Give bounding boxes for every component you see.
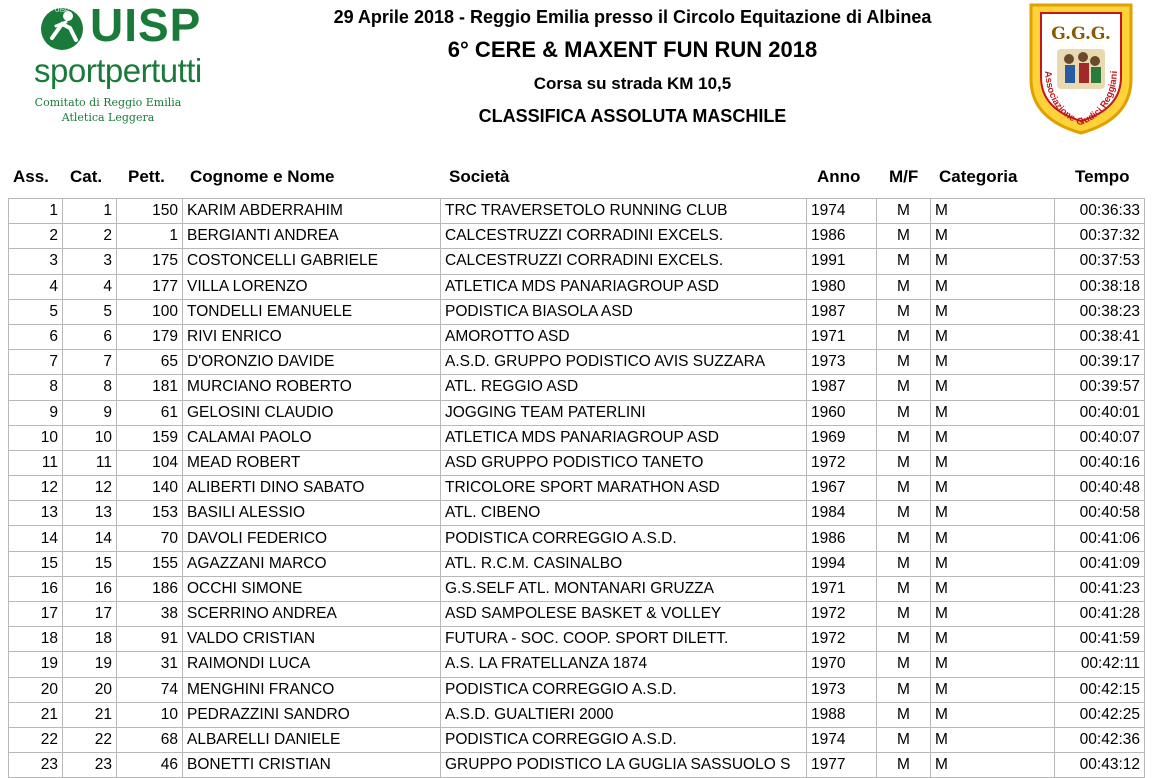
table-row <box>9 350 1145 375</box>
logo-badge-text: UISP <box>54 8 70 14</box>
ggg-ring-textpath: Associazione Giudici Reggiani <box>1041 70 1121 129</box>
cell-anno: 1980 <box>807 274 877 299</box>
cell-mf: M <box>877 602 931 627</box>
cell-nome: TONDELLI EMANUELE <box>183 299 441 324</box>
col-header-categoria: Categoria <box>939 167 1018 186</box>
table-row <box>9 551 1145 576</box>
cell-anno: 1987 <box>807 375 877 400</box>
cell-categoria: M <box>931 199 1055 224</box>
cell-tempo: 00:37:53 <box>1055 249 1145 274</box>
cell-categoria: M <box>931 274 1055 299</box>
cell-nome: KARIM ABDERRAHIM <box>183 199 441 224</box>
cell-categoria: M <box>931 501 1055 526</box>
cell-anno: 1960 <box>807 400 877 425</box>
cell-mf: M <box>877 551 931 576</box>
ggg-letters: G.G.G. <box>1051 24 1111 44</box>
cell-categoria: M <box>931 375 1055 400</box>
cell-nome: SCERRINO ANDREA <box>183 602 441 627</box>
cell-societa: A.S. LA FRATELLANZA 1874 <box>441 652 807 677</box>
cell-mf: M <box>877 400 931 425</box>
cell-nome: MURCIANO ROBERTO <box>183 375 441 400</box>
cell-pett: 186 <box>117 576 183 601</box>
cell-pett: 46 <box>117 753 183 778</box>
col-header-mf: M/F <box>889 167 919 186</box>
cell-nome: MEAD ROBERT <box>183 450 441 475</box>
cell-categoria: M <box>931 551 1055 576</box>
cell-anno: 1970 <box>807 652 877 677</box>
cell-anno: 1972 <box>807 450 877 475</box>
cell-pett: 153 <box>117 501 183 526</box>
cell-anno: 1977 <box>807 753 877 778</box>
cell-cat: 7 <box>63 350 117 375</box>
cell-tempo: 00:41:28 <box>1055 602 1145 627</box>
cell-anno: 1971 <box>807 576 877 601</box>
cell-cat: 19 <box>63 652 117 677</box>
table-row <box>9 702 1145 727</box>
cell-ass: 12 <box>9 476 63 501</box>
cell-tempo: 00:36:33 <box>1055 199 1145 224</box>
cell-tempo: 00:38:18 <box>1055 274 1145 299</box>
cell-societa: CALCESTRUZZI CORRADINI EXCELS. <box>441 249 807 274</box>
cell-mf: M <box>877 375 931 400</box>
table-row <box>9 450 1145 475</box>
table-row <box>9 324 1145 349</box>
cell-cat: 11 <box>63 450 117 475</box>
cell-categoria: M <box>931 602 1055 627</box>
cell-anno: 1969 <box>807 425 877 450</box>
cell-pett: 74 <box>117 677 183 702</box>
cell-tempo: 00:38:41 <box>1055 324 1145 349</box>
cell-cat: 16 <box>63 576 117 601</box>
cell-mf: M <box>877 299 931 324</box>
table-row <box>9 602 1145 627</box>
cell-societa: ATL. CIBENO <box>441 501 807 526</box>
cell-societa: ASD GRUPPO PODISTICO TANETO <box>441 450 807 475</box>
cell-anno: 1971 <box>807 324 877 349</box>
cell-tempo: 00:42:11 <box>1055 652 1145 677</box>
col-header-anno: Anno <box>817 167 861 186</box>
cell-ass: 14 <box>9 526 63 551</box>
cell-cat: 10 <box>63 425 117 450</box>
table-row <box>9 501 1145 526</box>
cell-cat: 14 <box>63 526 117 551</box>
cell-nome: BASILI ALESSIO <box>183 501 441 526</box>
cell-pett: 65 <box>117 350 183 375</box>
cell-cat: 4 <box>63 274 117 299</box>
cell-tempo: 00:39:17 <box>1055 350 1145 375</box>
uisp-logo <box>28 2 228 130</box>
cell-tempo: 00:40:16 <box>1055 450 1145 475</box>
cell-mf: M <box>877 324 931 349</box>
cell-societa: TRC TRAVERSETOLO RUNNING CLUB <box>441 199 807 224</box>
cell-societa: A.S.D. GUALTIERI 2000 <box>441 702 807 727</box>
cell-mf: M <box>877 274 931 299</box>
cell-anno: 1984 <box>807 501 877 526</box>
cell-cat: 18 <box>63 627 117 652</box>
cell-pett: 70 <box>117 526 183 551</box>
cell-societa: AMOROTTO ASD <box>441 324 807 349</box>
cell-nome: DAVOLI FEDERICO <box>183 526 441 551</box>
cell-pett: 1 <box>117 224 183 249</box>
cell-ass: 5 <box>9 299 63 324</box>
cell-anno: 1974 <box>807 727 877 752</box>
cell-categoria: M <box>931 652 1055 677</box>
cell-anno: 1986 <box>807 224 877 249</box>
cell-pett: 100 <box>117 299 183 324</box>
cell-pett: 155 <box>117 551 183 576</box>
cell-mf: M <box>877 652 931 677</box>
cell-tempo: 00:40:07 <box>1055 425 1145 450</box>
table-row <box>9 576 1145 601</box>
cell-categoria: M <box>931 526 1055 551</box>
cell-societa: A.S.D. GRUPPO PODISTICO AVIS SUZZARA <box>441 350 807 375</box>
cell-anno: 1987 <box>807 299 877 324</box>
cell-ass: 16 <box>9 576 63 601</box>
cell-anno: 1986 <box>807 526 877 551</box>
table-row <box>9 627 1145 652</box>
cell-nome: VALDO CRISTIAN <box>183 627 441 652</box>
cell-societa: G.S.SELF ATL. MONTANARI GRUZZA <box>441 576 807 601</box>
cell-categoria: M <box>931 476 1055 501</box>
cell-mf: M <box>877 350 931 375</box>
cell-mf: M <box>877 425 931 450</box>
cell-tempo: 00:41:23 <box>1055 576 1145 601</box>
cell-cat: 22 <box>63 727 117 752</box>
cell-tempo: 00:40:58 <box>1055 501 1145 526</box>
race-subtitle: Corsa su strada KM 10,5 <box>533 74 732 93</box>
cell-anno: 1967 <box>807 476 877 501</box>
cell-ass: 9 <box>9 400 63 425</box>
cell-societa: ASD SAMPOLESE BASKET & VOLLEY <box>441 602 807 627</box>
cell-societa: CALCESTRUZZI CORRADINI EXCELS. <box>441 224 807 249</box>
uisp-wordmark: UISP <box>90 0 202 51</box>
cell-mf: M <box>877 677 931 702</box>
cell-ass: 8 <box>9 375 63 400</box>
cell-mf: M <box>877 576 931 601</box>
col-header-pett: Pett. <box>128 167 165 186</box>
cell-ass: 21 <box>9 702 63 727</box>
cell-mf: M <box>877 249 931 274</box>
cell-cat: 1 <box>63 199 117 224</box>
cell-ass: 23 <box>9 753 63 778</box>
table-row <box>9 727 1145 752</box>
cell-anno: 1994 <box>807 551 877 576</box>
cell-ass: 19 <box>9 652 63 677</box>
cell-cat: 12 <box>63 476 117 501</box>
cell-nome: D'ORONZIO DAVIDE <box>183 350 441 375</box>
cell-anno: 1991 <box>807 249 877 274</box>
cell-pett: 61 <box>117 400 183 425</box>
cell-ass: 20 <box>9 677 63 702</box>
cell-ass: 18 <box>9 627 63 652</box>
cell-pett: 104 <box>117 450 183 475</box>
table-row <box>9 375 1145 400</box>
cell-categoria: M <box>931 425 1055 450</box>
cell-cat: 15 <box>63 551 117 576</box>
cell-tempo: 00:39:57 <box>1055 375 1145 400</box>
cell-ass: 10 <box>9 425 63 450</box>
cell-categoria: M <box>931 450 1055 475</box>
col-header-tempo: Tempo <box>1075 167 1130 186</box>
cell-pett: 31 <box>117 652 183 677</box>
cell-mf: M <box>877 702 931 727</box>
cell-societa: JOGGING TEAM PATERLINI <box>441 400 807 425</box>
cell-ass: 6 <box>9 324 63 349</box>
table-row <box>9 274 1145 299</box>
page-header <box>0 0 1166 186</box>
cell-anno: 1973 <box>807 677 877 702</box>
cell-mf: M <box>877 727 931 752</box>
cell-tempo: 00:41:59 <box>1055 627 1145 652</box>
cell-ass: 1 <box>9 199 63 224</box>
cell-tempo: 00:43:12 <box>1055 753 1145 778</box>
col-header-ass: Ass. <box>13 167 49 186</box>
cell-societa: PODISTICA CORREGGIO A.S.D. <box>441 677 807 702</box>
table-row <box>9 299 1145 324</box>
cell-nome: ALBARELLI DANIELE <box>183 727 441 752</box>
cell-ass: 3 <box>9 249 63 274</box>
cell-pett: 68 <box>117 727 183 752</box>
cell-cat: 8 <box>63 375 117 400</box>
cell-ass: 2 <box>9 224 63 249</box>
date-line: 29 Aprile 2018 - Reggio Emilia presso il Circolo Equitazione di Albinea <box>333 7 932 27</box>
cell-tempo: 00:41:09 <box>1055 551 1145 576</box>
cell-tempo: 00:40:01 <box>1055 400 1145 425</box>
cell-categoria: M <box>931 627 1055 652</box>
cell-ass: 22 <box>9 727 63 752</box>
cell-cat: 17 <box>63 602 117 627</box>
col-header-societa: Società <box>449 167 510 186</box>
cell-mf: M <box>877 501 931 526</box>
cell-pett: 175 <box>117 249 183 274</box>
col-header-cat: Cat. <box>70 167 103 186</box>
cell-categoria: M <box>931 324 1055 349</box>
cell-categoria: M <box>931 753 1055 778</box>
cell-nome: RIVI ENRICO <box>183 324 441 349</box>
cell-categoria: M <box>931 677 1055 702</box>
cell-categoria: M <box>931 400 1055 425</box>
cell-cat: 2 <box>63 224 117 249</box>
cell-cat: 20 <box>63 677 117 702</box>
table-row <box>9 199 1145 224</box>
cell-tempo: 00:37:32 <box>1055 224 1145 249</box>
cell-anno: 1988 <box>807 702 877 727</box>
cell-nome: GELOSINI CLAUDIO <box>183 400 441 425</box>
cell-categoria: M <box>931 299 1055 324</box>
comitato-line2: Atletica Leggera <box>61 111 155 124</box>
cell-ass: 15 <box>9 551 63 576</box>
cell-categoria: M <box>931 224 1055 249</box>
runner-figure-icon <box>32 6 90 52</box>
cell-mf: M <box>877 627 931 652</box>
cell-pett: 91 <box>117 627 183 652</box>
cell-nome: COSTONCELLI GABRIELE <box>183 249 441 274</box>
cell-societa: PODISTICA CORREGGIO A.S.D. <box>441 526 807 551</box>
results-table <box>8 198 1145 778</box>
cell-cat: 23 <box>63 753 117 778</box>
cell-societa: GRUPPO PODISTICO LA GUGLIA SASSUOLO S <box>441 753 807 778</box>
col-header-nome: Cognome e Nome <box>190 167 335 186</box>
cell-tempo: 00:40:48 <box>1055 476 1145 501</box>
table-row <box>9 476 1145 501</box>
cell-pett: 177 <box>117 274 183 299</box>
cell-cat: 6 <box>63 324 117 349</box>
cell-cat: 13 <box>63 501 117 526</box>
cell-societa: ATLETICA MDS PANARIAGROUP ASD <box>441 425 807 450</box>
cell-societa: FUTURA - SOC. COOP. SPORT DILETT. <box>441 627 807 652</box>
cell-categoria: M <box>931 350 1055 375</box>
cell-ass: 7 <box>9 350 63 375</box>
cell-nome: VILLA LORENZO <box>183 274 441 299</box>
results-body <box>9 199 1145 778</box>
cell-ass: 4 <box>9 274 63 299</box>
table-row <box>9 249 1145 274</box>
cell-nome: ALIBERTI DINO SABATO <box>183 476 441 501</box>
cell-pett: 10 <box>117 702 183 727</box>
cell-ass: 13 <box>9 501 63 526</box>
cell-tempo: 00:38:23 <box>1055 299 1145 324</box>
cell-pett: 159 <box>117 425 183 450</box>
sportpertutti-wordmark: sportpertutti <box>34 52 202 89</box>
table-row <box>9 677 1145 702</box>
cell-pett: 181 <box>117 375 183 400</box>
table-row <box>9 753 1145 778</box>
comitato-text <box>28 95 188 125</box>
cell-categoria: M <box>931 702 1055 727</box>
cell-societa: ATL. REGGIO ASD <box>441 375 807 400</box>
cell-anno: 1974 <box>807 199 877 224</box>
cell-nome: MENGHINI FRANCO <box>183 677 441 702</box>
judges-illustration-icon <box>1057 49 1105 89</box>
cell-ass: 17 <box>9 602 63 627</box>
table-row <box>9 425 1145 450</box>
table-row <box>9 224 1145 249</box>
cell-pett: 38 <box>117 602 183 627</box>
cell-nome: BONETTI CRISTIAN <box>183 753 441 778</box>
cell-anno: 1972 <box>807 627 877 652</box>
cell-nome: AGAZZANI MARCO <box>183 551 441 576</box>
cell-tempo: 00:42:15 <box>1055 677 1145 702</box>
cell-tempo: 00:42:25 <box>1055 702 1145 727</box>
cell-mf: M <box>877 476 931 501</box>
cell-cat: 9 <box>63 400 117 425</box>
ggg-shield-logo <box>1025 1 1137 135</box>
cell-cat: 5 <box>63 299 117 324</box>
cell-mf: M <box>877 224 931 249</box>
cell-societa: ATL. R.C.M. CASINALBO <box>441 551 807 576</box>
comitato-line1: Comitato di Reggio Emilia <box>34 96 182 109</box>
cell-nome: PEDRAZZINI SANDRO <box>183 702 441 727</box>
table-row <box>9 526 1145 551</box>
cell-societa: PODISTICA BIASOLA ASD <box>441 299 807 324</box>
cell-societa: ATLETICA MDS PANARIAGROUP ASD <box>441 274 807 299</box>
cell-nome: RAIMONDI LUCA <box>183 652 441 677</box>
cell-societa: PODISTICA CORREGGIO A.S.D. <box>441 727 807 752</box>
race-title: 6° CERE & MAXENT FUN RUN 2018 <box>447 37 818 62</box>
classification-title: CLASSIFICA ASSOLUTA MASCHILE <box>478 106 787 126</box>
cell-mf: M <box>877 753 931 778</box>
cell-cat: 3 <box>63 249 117 274</box>
table-row <box>9 652 1145 677</box>
cell-categoria: M <box>931 576 1055 601</box>
table-row <box>9 400 1145 425</box>
cell-cat: 21 <box>63 702 117 727</box>
cell-societa: TRICOLORE SPORT MARATHON ASD <box>441 476 807 501</box>
cell-mf: M <box>877 526 931 551</box>
cell-pett: 140 <box>117 476 183 501</box>
cell-ass: 11 <box>9 450 63 475</box>
cell-nome: CALAMAI PAOLO <box>183 425 441 450</box>
cell-pett: 179 <box>117 324 183 349</box>
cell-anno: 1973 <box>807 350 877 375</box>
cell-nome: OCCHI SIMONE <box>183 576 441 601</box>
cell-categoria: M <box>931 727 1055 752</box>
cell-tempo: 00:42:36 <box>1055 727 1145 752</box>
cell-mf: M <box>877 450 931 475</box>
cell-anno: 1972 <box>807 602 877 627</box>
cell-tempo: 00:41:06 <box>1055 526 1145 551</box>
cell-categoria: M <box>931 249 1055 274</box>
cell-nome: BERGIANTI ANDREA <box>183 224 441 249</box>
cell-pett: 150 <box>117 199 183 224</box>
cell-mf: M <box>877 199 931 224</box>
